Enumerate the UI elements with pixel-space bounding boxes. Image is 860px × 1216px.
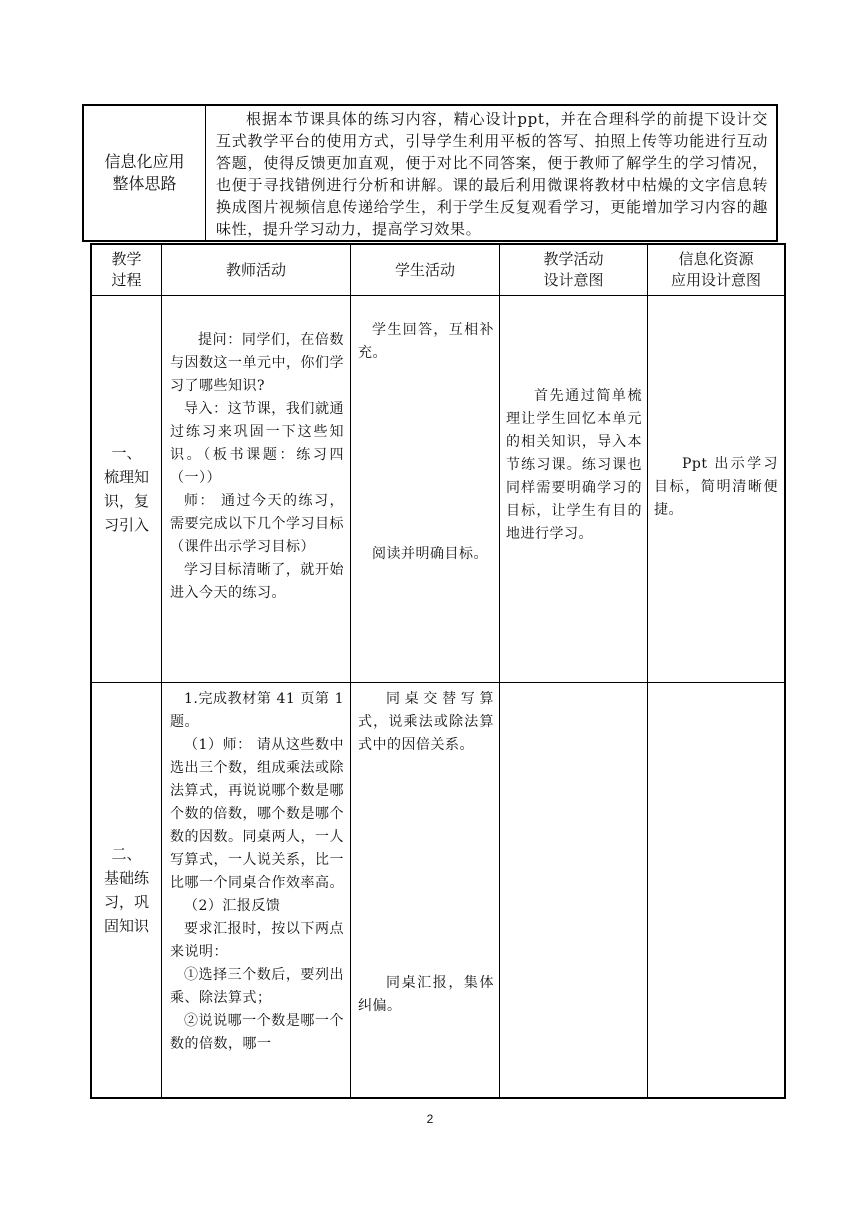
column-divider	[161, 245, 162, 1097]
lesson-process-table	[90, 243, 786, 1099]
student-activity-cell	[358, 688, 494, 757]
header-process	[92, 245, 161, 295]
teacher-paragraph: 导入：这节课，我们就通过练习来巩固一下这些知识。（板书课题：练习四（一））	[170, 401, 344, 486]
teacher-paragraph: 要求汇报时，按以下两点来说明：	[170, 921, 344, 960]
page-number: 2	[426, 1112, 434, 1126]
stage-line: 梳理知	[103, 468, 149, 486]
student-paragraph: 阅读并明确目标。	[372, 546, 488, 562]
resource-paragraph: Ppt 出示学习目标，简明清晰便捷。	[654, 456, 778, 518]
header-resource	[648, 245, 784, 295]
header-line: 信息化资源	[678, 250, 754, 268]
teacher-paragraph: 师： 通过今天的练习，需要完成以下几个学习目标（课件出示学习目标）	[170, 493, 344, 555]
design-paragraph: 首先通过简单梳理让学生回忆本单元的相关知识，导入本节练习课。练习课也同样需要明确学习的目标，让学生有目的地进行学习。	[506, 388, 642, 542]
resource-intent-cell	[654, 453, 778, 522]
teacher-paragraph: （2）汇报反馈	[184, 898, 281, 914]
teacher-paragraph: （1）师： 请从这些数中选出三个数，组成乘法或除法算式，再说说哪个数是哪个数的倍数，哪个数是哪个数的因数。同桌两人，一人写算式，一人说关系，比一比哪一个同桌合作效率高。	[170, 737, 344, 891]
header-line: 应用设计意图	[670, 271, 761, 289]
column-divider	[350, 245, 351, 1097]
student-paragraph: 同桌汇报，集体纠偏。	[358, 975, 494, 1014]
overall-approach-content: 根据本节课具体的练习内容，精心设计ppt，并在合理科学的前提下设计交互式教学平台的使用方式，引导学生利用平板的答写、拍照上传等功能进行互动答题，使得反馈更加直观，便于对比不同答案，便于教师了解学生的学习情况，也便于寻找错例进行分析和讲解。课的最后利用微课将教材中枯燥的文字信息转换成图片视频信息传递给学生，利于学生反复观看学习，更能增加学习内容的趣味性，提升学习动力，提高学习效果。	[216, 110, 768, 238]
student-paragraph: 同桌交替写算式，说乘法或除法算式中的因倍关系。	[358, 691, 494, 753]
teacher-activity-cell	[170, 329, 344, 605]
stage-cell	[92, 683, 161, 1097]
column-divider	[499, 245, 500, 1097]
label-line: 整体思路	[112, 174, 177, 193]
header-line: 教学活动	[543, 250, 604, 268]
header-design	[500, 245, 647, 295]
stage-line: 固知识	[103, 917, 149, 935]
teacher-paragraph: 学习目标清晰了，就开始进入今天的练习。	[170, 562, 344, 601]
stage-line: 二、	[111, 845, 142, 863]
row-divider	[92, 682, 784, 683]
student-activity-cell	[358, 543, 494, 566]
header-teacher	[162, 245, 350, 295]
teacher-paragraph: ①选择三个数后，要列出乘、除法算式；	[170, 967, 344, 1006]
stage-line: 习，巩	[103, 893, 149, 911]
stage-line: 习引入	[103, 516, 149, 534]
overall-approach-label	[84, 106, 206, 240]
header-line: 教学	[111, 250, 142, 268]
overall-approach-table	[82, 104, 778, 242]
teacher-paragraph: 1.完成教材第 41 页第 1 题。	[170, 691, 344, 730]
stage-line: 识，复	[103, 492, 149, 510]
header-student	[351, 245, 499, 295]
student-paragraph: 学生回答，互相补充。	[358, 322, 494, 361]
header-teacher-label: 教师活动	[225, 260, 286, 279]
row-divider	[92, 295, 784, 296]
header-line: 过程	[111, 271, 142, 289]
stage-line: 一、	[111, 444, 142, 462]
student-activity-cell	[358, 972, 494, 1018]
teacher-activity-cell	[170, 688, 344, 1056]
student-activity-cell	[358, 319, 494, 365]
teacher-paragraph: ②说说哪一个数是哪一个数的倍数，哪一	[170, 1013, 344, 1052]
column-divider	[647, 245, 648, 1097]
design-intent-cell	[506, 385, 642, 546]
stage-cell	[92, 296, 161, 682]
header-line: 设计意图	[543, 271, 604, 289]
header-student-label: 学生活动	[394, 260, 455, 279]
label-line: 信息化应用	[104, 152, 185, 171]
stage-line: 基础练	[103, 869, 149, 887]
teacher-paragraph: 提问：同学们，在倍数与因数这一单元中，你们学习了哪些知识?	[170, 332, 344, 394]
